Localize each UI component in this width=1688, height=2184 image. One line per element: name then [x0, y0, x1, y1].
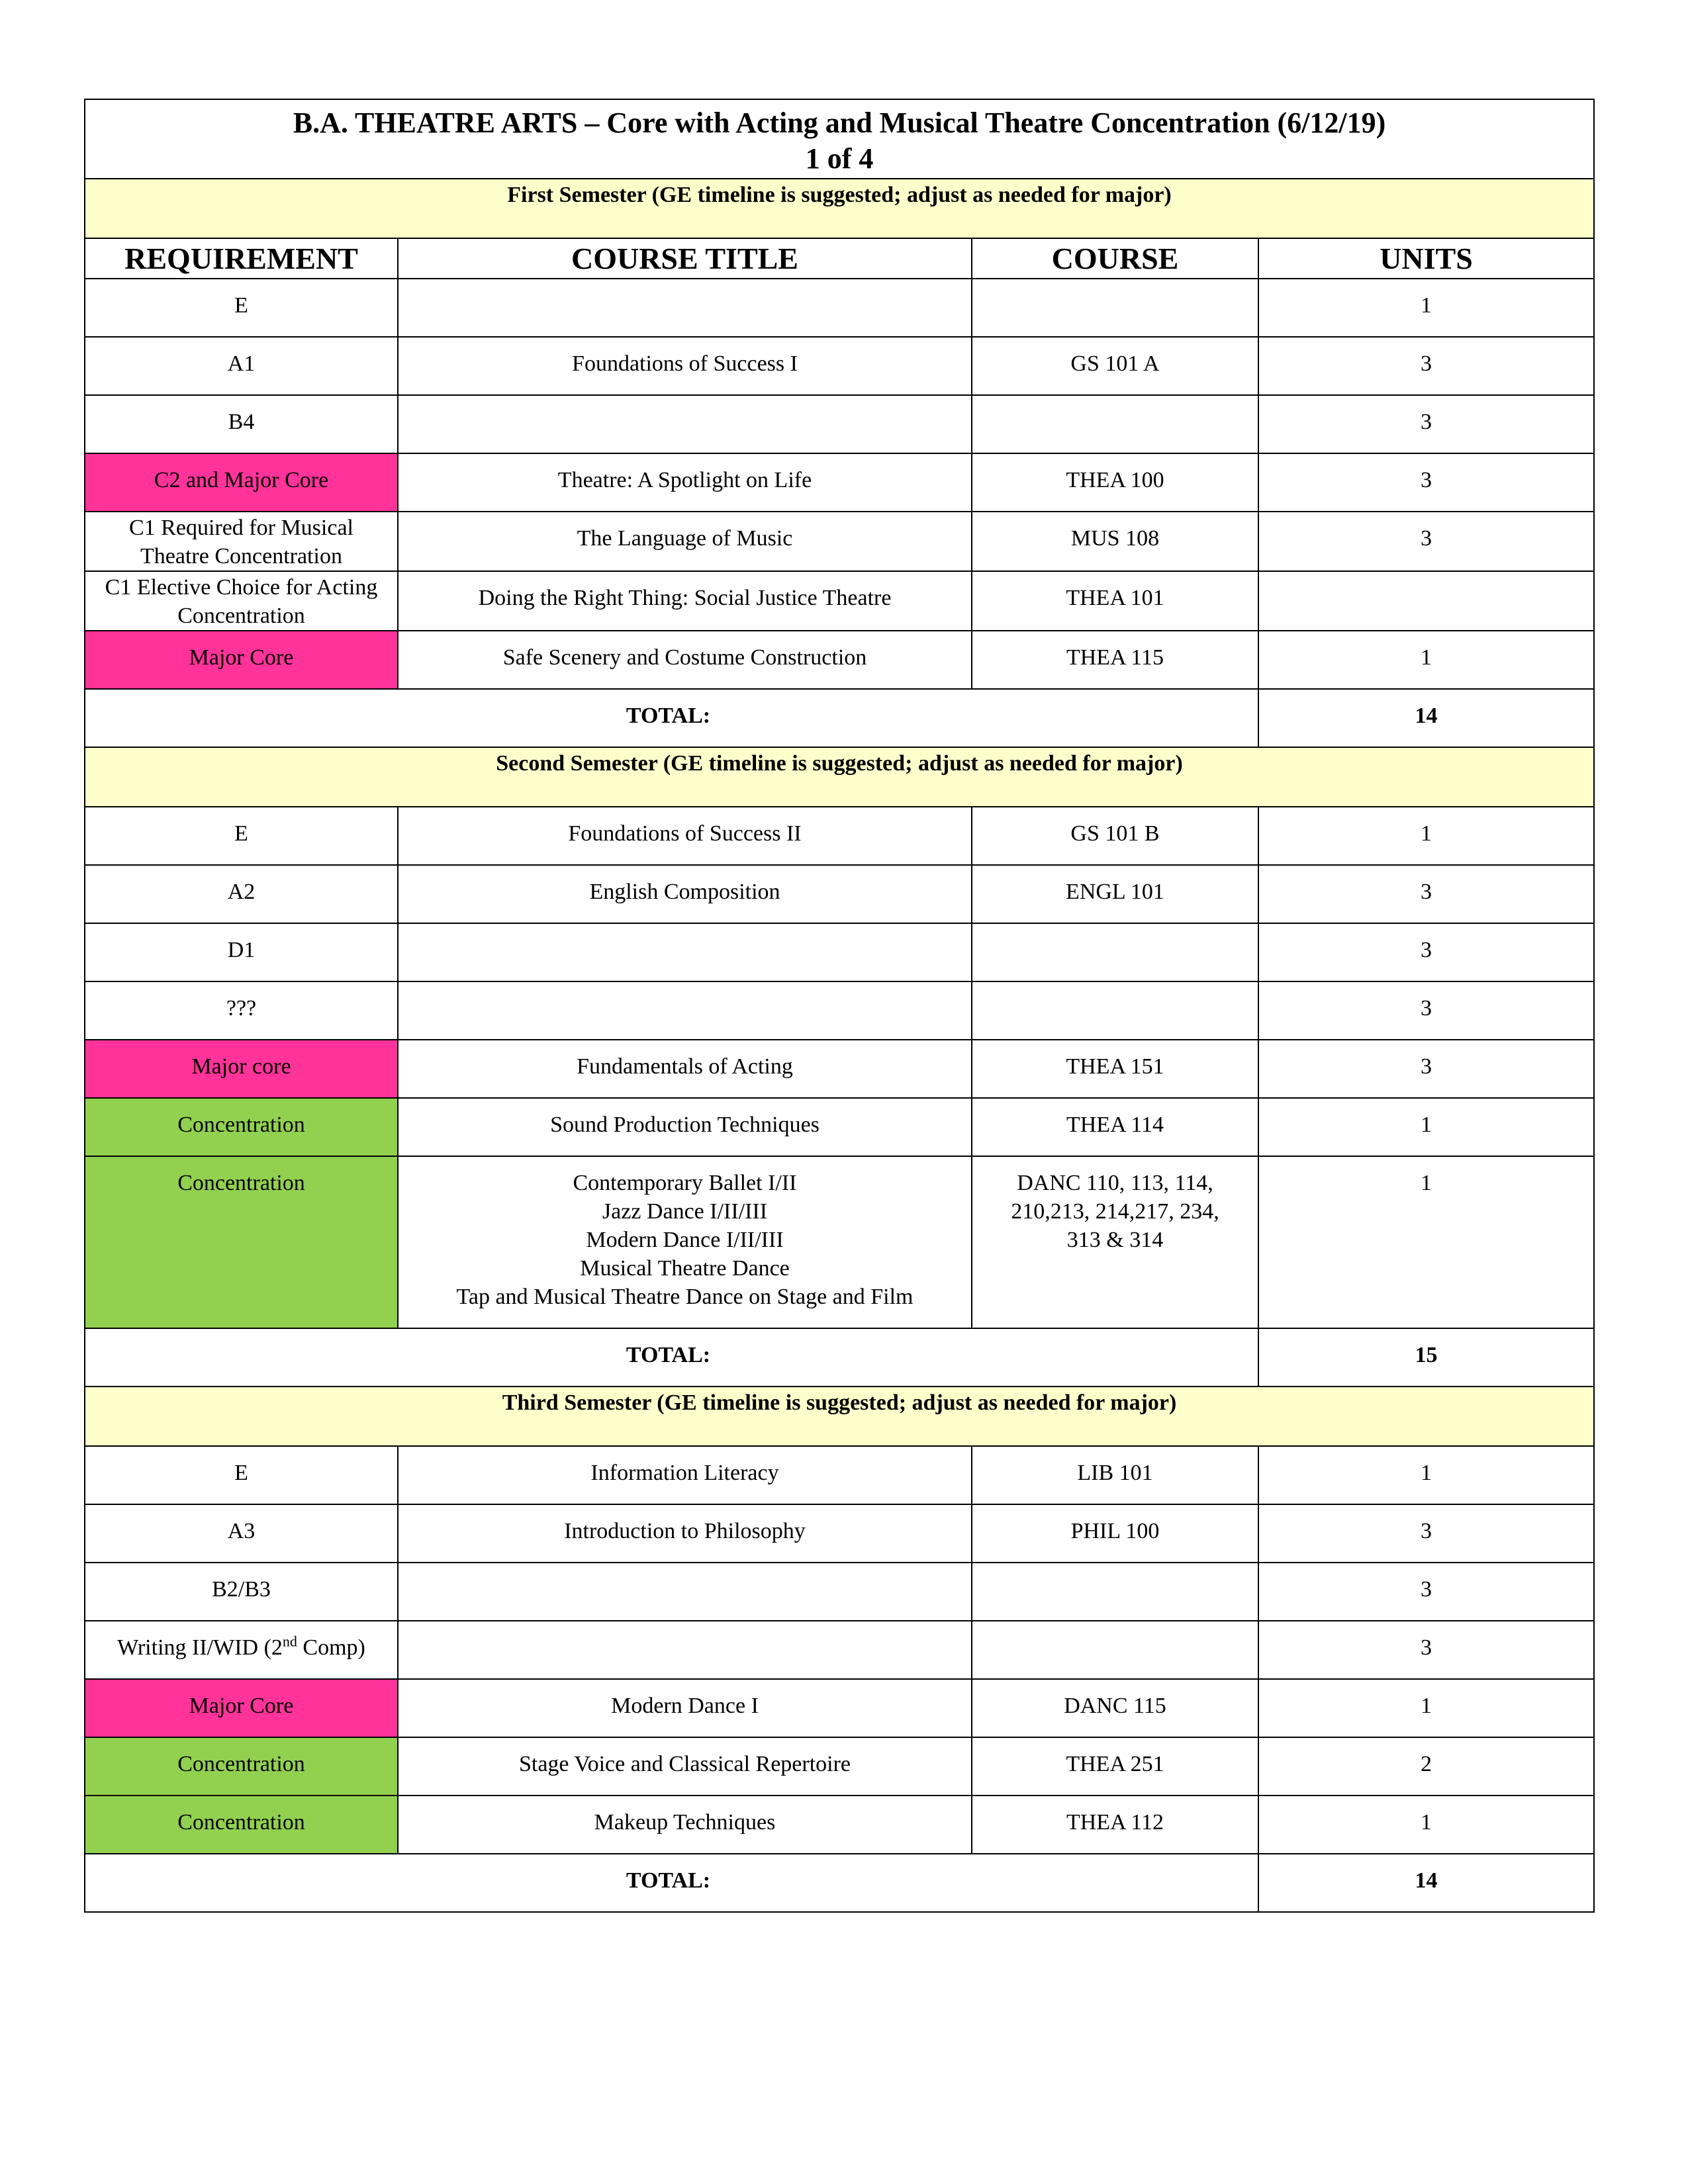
- requirement-cell-major-core: C2 and Major Core: [85, 453, 398, 512]
- table-row: [85, 807, 1594, 865]
- units-cell: 3: [1258, 512, 1594, 571]
- requirement-cell: B4: [85, 395, 398, 453]
- dance-course-title: Tap and Musical Theatre Dance on Stage and Film: [456, 1285, 914, 1309]
- requirement-cell: C1 Elective Choice for Acting Concentration: [85, 571, 398, 631]
- requirement-cell: A1: [85, 337, 398, 395]
- table-row: [85, 453, 1594, 512]
- header-units: UNITS: [1258, 238, 1594, 279]
- course-title-cell: Theatre: A Spotlight on Life: [398, 453, 972, 512]
- requirement-cell: D1: [85, 923, 398, 981]
- dance-course-title: Jazz Dance I/II/III: [602, 1199, 768, 1224]
- title-line-1: B.A. THEATRE ARTS – Core with Acting and Musical Theatre Concentration (6/12/19): [293, 107, 1386, 139]
- course-cell: [972, 1563, 1258, 1621]
- units-cell: 1: [1258, 279, 1594, 337]
- header-requirement: REQUIREMENT: [85, 238, 398, 279]
- course-cell: [972, 395, 1258, 453]
- total-label: TOTAL:: [85, 1854, 1258, 1912]
- table-row: [85, 1737, 1594, 1796]
- table-row: [85, 1504, 1594, 1563]
- writing-req-main: Writing II/WID (2: [117, 1635, 283, 1660]
- course-cell: THEA 100: [972, 453, 1258, 512]
- units-cell: 3: [1258, 453, 1594, 512]
- requirement-cell: C1 Required for Musical Theatre Concentration: [85, 512, 398, 571]
- course-title-cell: Doing the Right Thing: Social Justice Theatre: [398, 571, 972, 631]
- title-line-2: 1 of 4: [805, 142, 874, 175]
- course-cell: GS 101 A: [972, 337, 1258, 395]
- course-title-cell: Foundations of Success II: [398, 807, 972, 865]
- course-title-cell: Introduction to Philosophy: [398, 1504, 972, 1563]
- course-cell: [972, 923, 1258, 981]
- column-header-row: [85, 238, 1594, 279]
- total-value: 15: [1258, 1328, 1594, 1387]
- course-cell: THEA 151: [972, 1040, 1258, 1098]
- course-title-cell: [398, 923, 972, 981]
- table-row: [85, 337, 1594, 395]
- total-label: TOTAL:: [85, 689, 1258, 747]
- requirement-cell-major-core: Major core: [85, 1040, 398, 1098]
- units-cell: 3: [1258, 923, 1594, 981]
- course-cell: THEA 114: [972, 1098, 1258, 1156]
- header-course-title: COURSE TITLE: [398, 238, 972, 279]
- course-title-cell: [398, 1156, 972, 1328]
- course-cell: [972, 1621, 1258, 1679]
- units-cell: 3: [1258, 1040, 1594, 1098]
- course-title-cell: Foundations of Success I: [398, 337, 972, 395]
- units-cell: 3: [1258, 865, 1594, 923]
- units-cell: 1: [1258, 1156, 1594, 1328]
- units-cell: 1: [1258, 1796, 1594, 1854]
- units-cell: 3: [1258, 337, 1594, 395]
- writing-req-tail: Comp): [297, 1635, 365, 1660]
- total-value: 14: [1258, 689, 1594, 747]
- degree-plan-table: [84, 99, 1595, 1913]
- table-row: [85, 395, 1594, 453]
- units-cell: 1: [1258, 807, 1594, 865]
- units-cell: 1: [1258, 631, 1594, 689]
- semester-heading: First Semester (GE timeline is suggested; adjust as needed for major): [85, 179, 1594, 238]
- course-title-cell: Sound Production Techniques: [398, 1098, 972, 1156]
- writing-req-superscript: nd: [282, 1633, 297, 1650]
- units-cell: 3: [1258, 1563, 1594, 1621]
- table-row: [85, 923, 1594, 981]
- semester-heading: Third Semester (GE timeline is suggested; adjust as needed for major): [85, 1387, 1594, 1446]
- table-row: [85, 279, 1594, 337]
- course-title-cell: Stage Voice and Classical Repertoire: [398, 1737, 972, 1796]
- table-row: [85, 1156, 1594, 1328]
- course-title-cell: [398, 981, 972, 1040]
- course-cell: THEA 101: [972, 571, 1258, 631]
- header-course: COURSE: [972, 238, 1258, 279]
- course-cell: LIB 101: [972, 1446, 1258, 1504]
- course-title-cell: English Composition: [398, 865, 972, 923]
- table-row: [85, 631, 1594, 689]
- course-title-cell: [398, 395, 972, 453]
- total-row: [85, 1328, 1594, 1387]
- requirement-cell-concentration: Concentration: [85, 1737, 398, 1796]
- units-cell: 3: [1258, 1504, 1594, 1563]
- dance-course-number: 313 & 314: [1066, 1228, 1164, 1252]
- requirement-cell: E: [85, 807, 398, 865]
- course-title-cell: [398, 1621, 972, 1679]
- total-row: [85, 1854, 1594, 1912]
- requirement-cell: ???: [85, 981, 398, 1040]
- dance-course-title: Musical Theatre Dance: [580, 1256, 790, 1281]
- table-row: [85, 1040, 1594, 1098]
- course-cell: [972, 279, 1258, 337]
- requirement-cell: B2/B3: [85, 1563, 398, 1621]
- units-cell: 1: [1258, 1098, 1594, 1156]
- units-cell: 1: [1258, 1679, 1594, 1737]
- requirement-cell: [85, 1621, 398, 1679]
- course-cell: GS 101 B: [972, 807, 1258, 865]
- requirement-cell: E: [85, 279, 398, 337]
- course-cell: DANC 115: [972, 1679, 1258, 1737]
- total-value: 14: [1258, 1854, 1594, 1912]
- dance-course-number: 210,213, 214,217, 234,: [1011, 1199, 1219, 1224]
- course-cell: ENGL 101: [972, 865, 1258, 923]
- requirement-cell-concentration: Concentration: [85, 1796, 398, 1854]
- course-cell: PHIL 100: [972, 1504, 1258, 1563]
- table-row: [85, 1098, 1594, 1156]
- requirement-cell: E: [85, 1446, 398, 1504]
- units-cell: 2: [1258, 1737, 1594, 1796]
- course-title-cell: [398, 279, 972, 337]
- table-row: [85, 865, 1594, 923]
- dance-course-title: Contemporary Ballet I/II: [573, 1171, 797, 1195]
- semester-heading: Second Semester (GE timeline is suggested; adjust as needed for major): [85, 747, 1594, 807]
- table-row: [85, 981, 1594, 1040]
- dance-course-number: DANC 110, 113, 114,: [1017, 1171, 1213, 1195]
- course-cell: MUS 108: [972, 512, 1258, 571]
- requirement-cell: A3: [85, 1504, 398, 1563]
- total-label: TOTAL:: [85, 1328, 1258, 1387]
- table-row: [85, 1446, 1594, 1504]
- course-title-cell: The Language of Music: [398, 512, 972, 571]
- requirement-cell-major-core: Major Core: [85, 1679, 398, 1737]
- dance-course-title: Modern Dance I/II/III: [586, 1228, 784, 1252]
- units-cell: 3: [1258, 981, 1594, 1040]
- course-title-cell: Makeup Techniques: [398, 1796, 972, 1854]
- course-title-cell: Fundamentals of Acting: [398, 1040, 972, 1098]
- units-cell: 3: [1258, 395, 1594, 453]
- table-row: [85, 571, 1594, 631]
- units-cell: 1: [1258, 1446, 1594, 1504]
- course-cell: THEA 112: [972, 1796, 1258, 1854]
- course-title-cell: Information Literacy: [398, 1446, 972, 1504]
- units-cell: [1258, 571, 1594, 631]
- course-title-cell: [398, 1563, 972, 1621]
- total-row: [85, 689, 1594, 747]
- course-cell: THEA 115: [972, 631, 1258, 689]
- requirement-cell-concentration: Concentration: [85, 1156, 398, 1328]
- course-title-cell: Modern Dance I: [398, 1679, 972, 1737]
- requirement-cell: A2: [85, 865, 398, 923]
- document-title: [85, 99, 1594, 179]
- requirement-cell-concentration: Concentration: [85, 1098, 398, 1156]
- requirement-cell-major-core: Major Core: [85, 631, 398, 689]
- table-row: [85, 1679, 1594, 1737]
- course-cell: THEA 251: [972, 1737, 1258, 1796]
- units-cell: 3: [1258, 1621, 1594, 1679]
- course-title-cell: Safe Scenery and Costume Construction: [398, 631, 972, 689]
- table-row: [85, 1563, 1594, 1621]
- course-cell: [972, 981, 1258, 1040]
- table-row: [85, 512, 1594, 571]
- table-row: [85, 1796, 1594, 1854]
- table-row: [85, 1621, 1594, 1679]
- course-cell: [972, 1156, 1258, 1328]
